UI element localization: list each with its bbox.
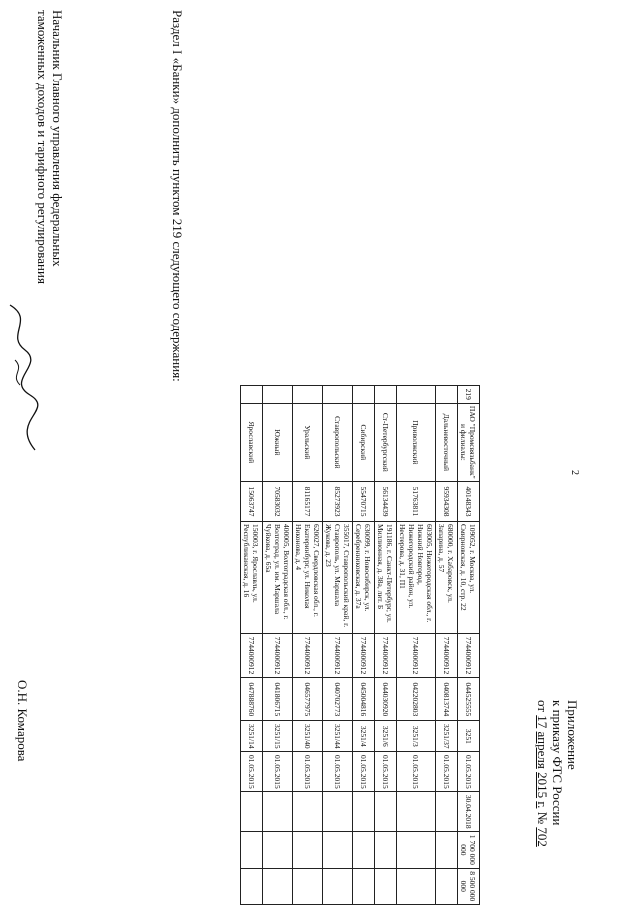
cell-code: 55470715: [353, 482, 375, 522]
cell-name: Южный: [263, 403, 293, 481]
intro-paragraph: Раздел I «Банки» дополнить пунктом 219 следующего содержания:: [170, 10, 185, 382]
cell-addr: 603005, Нижегородская обл., г. Нижний Новгород, Нижегородский район, ул. Нестерова, д. 31, П1: [397, 522, 436, 634]
cell-end: [436, 792, 458, 832]
cell-code: 40148343: [458, 482, 480, 522]
cell-inn: 7744000912: [397, 633, 436, 678]
cell-reg: 3251/15: [263, 721, 293, 752]
cell-g1: [263, 832, 293, 868]
cell-name: Приволжский: [397, 403, 436, 481]
cell-addr: 191186, г. Санкт-Петербург, ул. Миллионная, д. 38а, лит. Б: [375, 522, 397, 634]
table-row: [323, 386, 353, 905]
cell-ord: [436, 386, 458, 404]
cell-code: 70583032: [263, 482, 293, 522]
cell-name: Дальневосточный: [436, 403, 458, 481]
cell-date: 01.05.2015: [397, 752, 436, 792]
cell-g1: [436, 832, 458, 868]
cell-bik: 047888760: [241, 678, 263, 721]
cell-name: Ярославский: [241, 403, 263, 481]
cell-inn: 7744000912: [241, 633, 263, 678]
cell-g1: [241, 832, 263, 868]
date-year: 2015: [535, 772, 550, 799]
cell-code: 56134439: [375, 482, 397, 522]
cell-addr: 680000, г. Хабаровск, ул. Запарина, д. 57: [436, 522, 458, 634]
cell-date: 01.05.2015: [323, 752, 353, 792]
number-label: №: [535, 811, 550, 825]
cell-reg: 3251/4: [353, 721, 375, 752]
signatory-title-line1: Начальник Главного управления федеральных: [50, 10, 65, 267]
cell-code: 85273923: [323, 482, 353, 522]
cell-end: [353, 792, 375, 832]
cell-inn: 7744000912: [436, 633, 458, 678]
cell-inn: 7744000912: [375, 633, 397, 678]
cell-name: Сибирский: [353, 403, 375, 481]
year-suffix: г.: [535, 801, 550, 809]
appendix-block: [535, 700, 580, 900]
cell-date: 01.05.2015: [353, 752, 375, 792]
cell-reg: 3251/37: [436, 721, 458, 752]
cell-ord: [353, 386, 375, 404]
table-row: [241, 386, 263, 905]
cell-code: 15063747: [241, 482, 263, 522]
cell-reg: 3251/14: [241, 721, 263, 752]
cell-end: [397, 792, 436, 832]
cell-end: [323, 792, 353, 832]
cell-bik: 042202803: [397, 678, 436, 721]
cell-ord: 219: [458, 386, 480, 404]
cell-bik: 041806715: [263, 678, 293, 721]
signature-icon: [0, 300, 40, 460]
cell-name: Ставропольский: [323, 403, 353, 481]
cell-addr: 150003, г. Ярославль, ул. Республиканская, д. 16: [241, 522, 263, 634]
cell-reg: 3251/6: [375, 721, 397, 752]
cell-addr: 109052, г. Москва, ул. Смирновская, д. 10, стр. 22: [458, 522, 480, 634]
signatory-name: О.Н. Комарова: [15, 680, 30, 762]
order-number: 702: [535, 827, 550, 847]
cell-g1: [293, 832, 323, 868]
cell-date: 01.05.2015: [436, 752, 458, 792]
date-day: 17: [535, 715, 550, 729]
cell-ord: [397, 386, 436, 404]
cell-inn: 7744000912: [263, 633, 293, 678]
table-row: [293, 386, 323, 905]
cell-g1: [353, 832, 375, 868]
cell-g2: [353, 868, 375, 904]
cell-g2: [263, 868, 293, 904]
cell-addr: 620027, Свердловская обл., г. Екатеринбург, ул. Николая Никонова, д. 4: [293, 522, 323, 634]
cell-bik: 045004816: [353, 678, 375, 721]
cell-inn: 7744000912: [293, 633, 323, 678]
cell-g2: [241, 868, 263, 904]
cell-name: Уральский: [293, 403, 323, 481]
cell-g2: 8 500 000 000: [458, 868, 480, 904]
cell-g2: [436, 868, 458, 904]
cell-inn: 7744000912: [323, 633, 353, 678]
page-number: 2: [569, 470, 580, 475]
cell-g2: [397, 868, 436, 904]
cell-g1: 1 700 000 000: [458, 832, 480, 868]
appendix-date-line: [535, 700, 550, 900]
cell-ord: [323, 386, 353, 404]
cell-bik: 044525555: [458, 678, 480, 721]
cell-end: [263, 792, 293, 832]
cell-addr: 355017, Ставропольский край, г. Ставрополь, ул. Маршала Жукова, д. 23: [323, 522, 353, 634]
cell-g1: [397, 832, 436, 868]
cell-bik: 040702773: [323, 678, 353, 721]
signatory-title: [35, 10, 65, 284]
signature: [0, 300, 40, 460]
cell-name: Ст-Петербургский: [375, 403, 397, 481]
cell-ord: [263, 386, 293, 404]
cell-reg: 3251/40: [293, 721, 323, 752]
table-row: [436, 386, 458, 905]
cell-g1: [323, 832, 353, 868]
cell-bik: 046577975: [293, 678, 323, 721]
cell-g2: [375, 868, 397, 904]
appendix-title: Приложение: [565, 700, 580, 770]
table-row: [353, 386, 375, 905]
cell-reg: 3251/3: [397, 721, 436, 752]
cell-date: 01.05.2015: [241, 752, 263, 792]
cell-code: 95934308: [436, 482, 458, 522]
table-row: [263, 386, 293, 905]
cell-code: 81165177: [293, 482, 323, 522]
cell-addr: 400005, Волгоградская обл., г. Волгоград, ул. им. Маршала Чуйкова, д. 65а: [263, 522, 293, 634]
cell-code: 51763811: [397, 482, 436, 522]
cell-date: 01.05.2015: [458, 752, 480, 792]
cell-addr: 630099, г. Новосибирск, ул. Серебренниковская, д. 37а: [353, 522, 375, 634]
cell-date: 01.05.2015: [293, 752, 323, 792]
cell-date: 01.05.2015: [263, 752, 293, 792]
cell-reg: 3251/44: [323, 721, 353, 752]
table-row: [397, 386, 436, 905]
cell-g1: [375, 832, 397, 868]
cell-inn: 7744000912: [458, 633, 480, 678]
cell-end: [293, 792, 323, 832]
cell-g2: [293, 868, 323, 904]
signatory-title-line2: таможенных доходов и тарифного регулирования: [35, 10, 50, 284]
cell-bik: 040813744: [436, 678, 458, 721]
cell-end: [375, 792, 397, 832]
cell-ord: [375, 386, 397, 404]
cell-reg: 3251: [458, 721, 480, 752]
cell-date: 01.05.2015: [375, 752, 397, 792]
from-label: от: [535, 700, 550, 713]
table-row: [458, 386, 480, 905]
appendix-order-ref: к приказу ФТС России: [550, 700, 565, 826]
cell-end: 30.04.2018: [458, 792, 480, 832]
cell-inn: 7744000912: [353, 633, 375, 678]
cell-name: ПАО "Промсвязьбанк" и филиалы:: [458, 403, 480, 481]
date-month: апреля: [535, 731, 550, 769]
table-row: [375, 386, 397, 905]
cell-ord: [293, 386, 323, 404]
cell-ord: [241, 386, 263, 404]
cell-g2: [323, 868, 353, 904]
cell-end: [241, 792, 263, 832]
cell-bik: 044030920: [375, 678, 397, 721]
banks-table: [240, 385, 480, 905]
